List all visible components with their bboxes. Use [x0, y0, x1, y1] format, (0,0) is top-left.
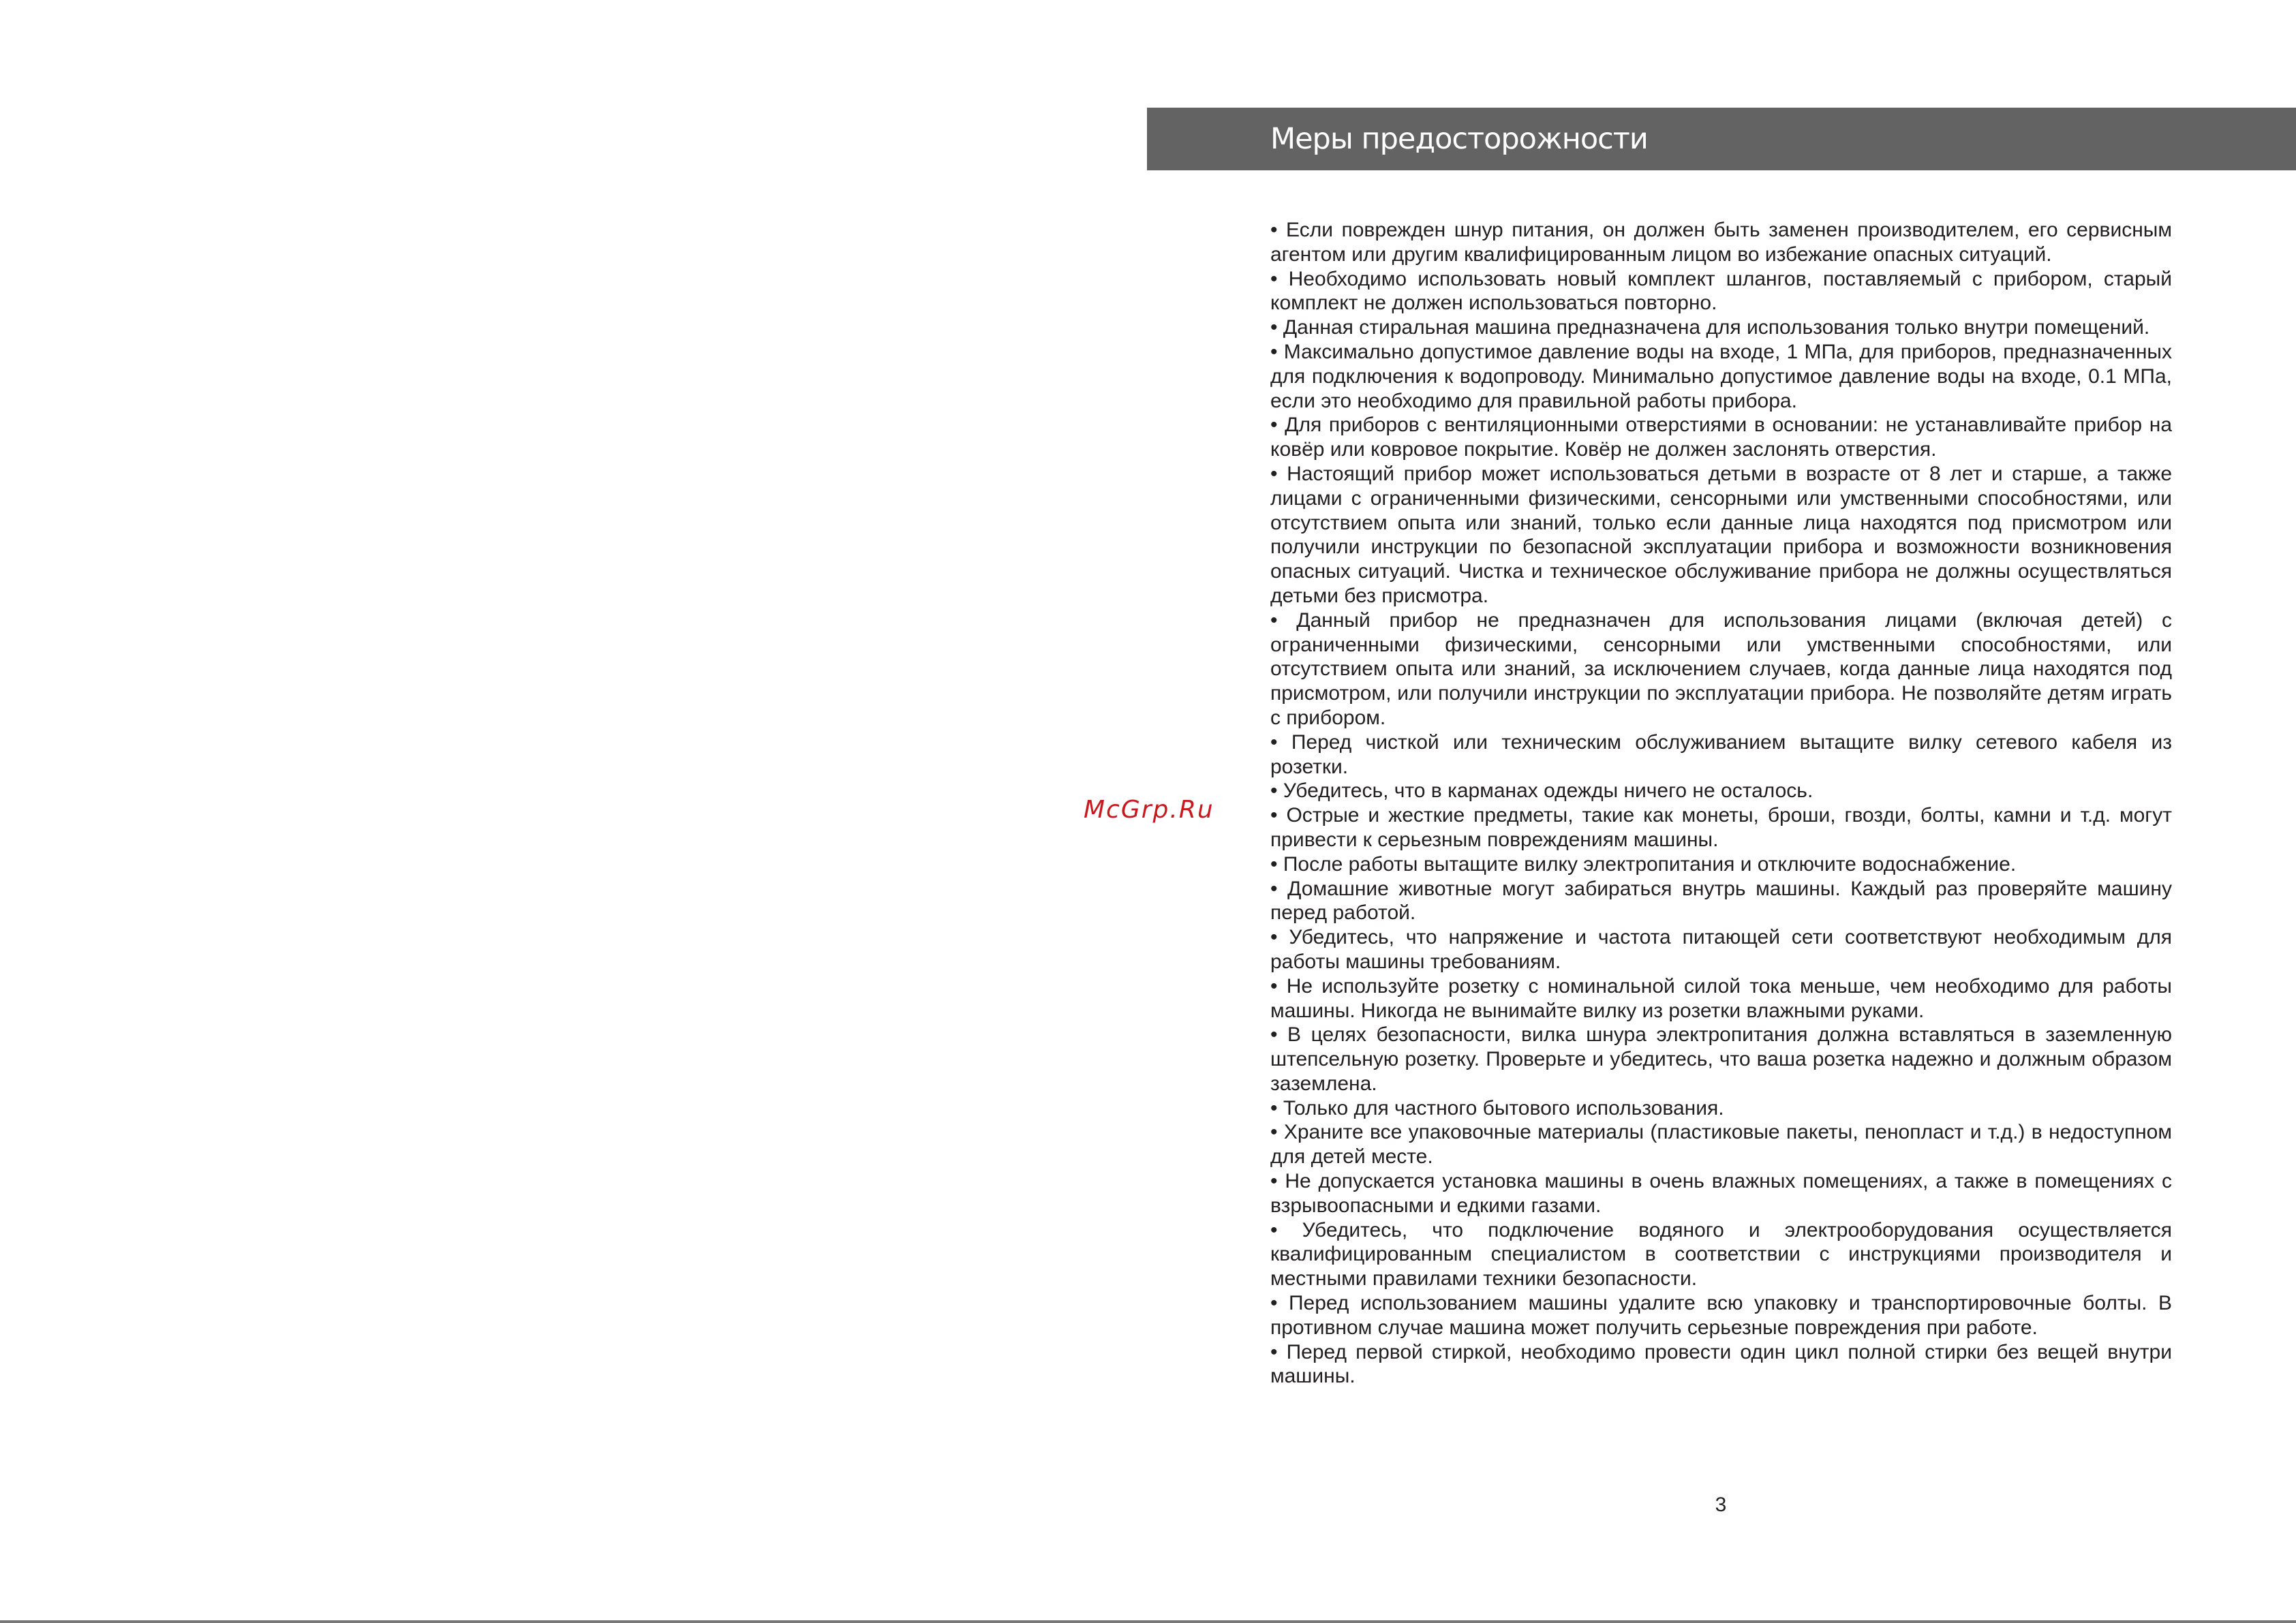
precaution-item: • Домашние животные могут забираться внутрь машины. Каждый раз проверяйте машину перед работой.	[1270, 877, 2172, 925]
bottom-divider	[0, 1620, 2296, 1623]
page-number: 3	[1715, 1494, 1727, 1516]
precaution-item: • Храните все упаковочные материалы (пластиковые пакеты, пенопласт и т.д.) в недоступном для детей месте.	[1270, 1121, 2172, 1169]
precaution-item: • Настоящий прибор может использоваться детьми в возрасте от 8 лет и старше, а также лицами с ограниченными физическими, сенсорными или умственными способностями, или отсутствием опыта или знаний, только если данные лица находятся под присмотром или получили инструкции по безопасной эксплуатации прибора и возможности возникновения опасных ситуаций. Чистка и техническое обслуживание прибора не должны осуществляться детьми без присмотра.	[1270, 462, 2172, 607]
precaution-item: • Не используйте розетку с номинальной силой тока меньше, чем необходимо для работы машины. Никогда не вынимайте вилку из розетки влажными руками.	[1270, 974, 2172, 1022]
section-header-bar	[1147, 108, 2296, 170]
precaution-item: • Убедитесь, что напряжение и частота питающей сети соответствуют необходимым для работы машины требованиям.	[1270, 926, 2172, 973]
precaution-item: • Перед использованием машины удалите всю упаковку и транспортировочные болты. В противном случае машина может получить серьезные повреждения при работе.	[1270, 1292, 2172, 1339]
precaution-item: • Если поврежден шнур питания, он должен быть заменен производителем, его сервисным агентом или другим квалифицированным лицом во избежание опасных ситуаций.	[1270, 219, 2172, 266]
precaution-item: • Необходимо использовать новый комплект шлангов, поставляемый с прибором, старый комплект не должен использоваться повторно.	[1270, 267, 2172, 315]
precaution-item: • Для приборов с вентиляционными отверстиями в основании: не устанавливайте прибор на ковёр или ковровое покрытие. Ковёр не должен заслонять отверстия.	[1270, 414, 2172, 461]
precaution-item: • Максимально допустимое давление воды на входе, 1 МПа, для приборов, предназначенных для подключения к водопроводу. Минимально допустимое давление воды на входе, 0.1 МПа, если это необходимо для правильной работы прибора.	[1270, 340, 2172, 412]
precaution-item: • Данная стиральная машина предназначена для использования только внутри помещений.	[1270, 316, 2150, 339]
precaution-item: • В целях безопасности, вилка шнура электропитания должна вставляться в заземленную штепсельную розетку. Проверьте и убедитесь, что ваша розетка надежно и должным образом заземлена.	[1270, 1023, 2172, 1095]
precaution-item: • Не допускается установка машины в очень влажных помещениях, а также в помещениях с взрывоопасными и едкими газами.	[1270, 1170, 2172, 1217]
precaution-item: • Перед чисткой или техническим обслуживанием вытащите вилку сетевого кабеля из розетки.	[1270, 730, 2172, 778]
precaution-item: • После работы вытащите вилку электропитания и отключите водоснабжение.	[1270, 852, 2017, 876]
precaution-item: • Убедитесь, что подключение водяного и электрооборудования осуществляется квалифицированным специалистом в соответствии с инструкциями производителя и местными правилами техники безопасности.	[1270, 1218, 2172, 1290]
precaution-item: • Убедитесь, что в карманах одежды ничего не осталось.	[1270, 779, 1813, 803]
precaution-item: • Перед первой стиркой, необходимо провести один цикл полной стирки без вещей внутри машины.	[1270, 1340, 2172, 1388]
precautions-list	[1270, 218, 2172, 1389]
section-title: Меры предосторожности	[1270, 122, 1648, 156]
precaution-item: • Только для частного бытового использования.	[1270, 1096, 1724, 1119]
precaution-item: • Данный прибор не предназначен для использования лицами (включая детей) с ограниченными физическими, сенсорными или умственными способностями, или отсутствием опыта или знаний, за исключением случаев, когда данные лица находятся под присмотром, или получили инструкции по эксплуатации прибора. Не позволяйте детям играть с прибором.	[1270, 608, 2172, 729]
precaution-item: • Острые и жесткие предметы, такие как монеты, броши, гвозди, болты, камни и т.д. могут привести к серьезным повреждениям машины.	[1270, 804, 2172, 851]
watermark: McGrp.Ru	[1084, 796, 1214, 824]
